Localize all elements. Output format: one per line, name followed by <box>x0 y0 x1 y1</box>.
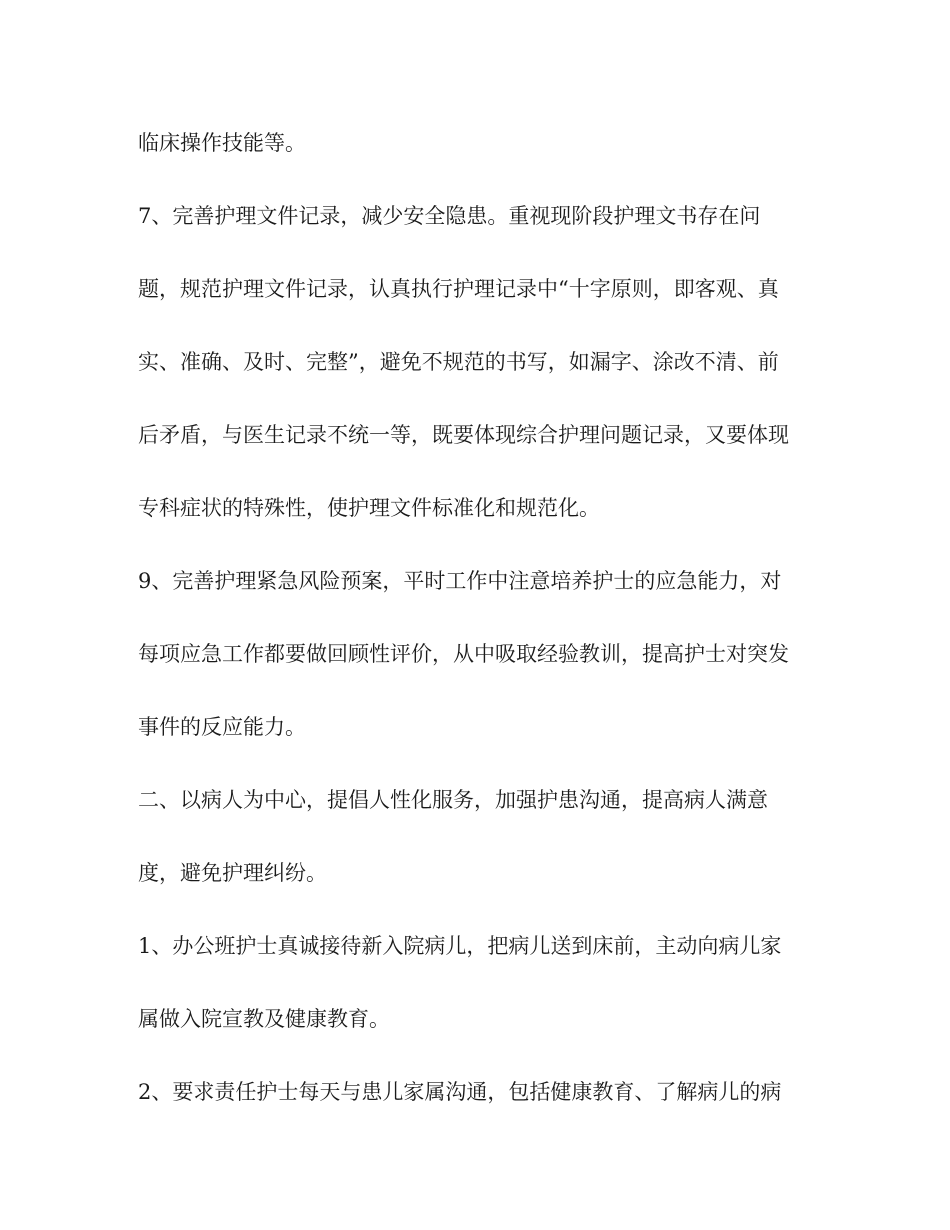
text-line: 实、准确、及时、完整”，避免不规范的书写，如漏字、涂改不清、前 <box>138 350 779 374</box>
text-line: 9、完善护理紧急风险预案，平时工作中注意培养护士的应急能力，对 <box>138 569 782 593</box>
text-line: 题，规范护理文件记录，认真执行护理记录中“十字原则，即客观、真 <box>138 277 779 301</box>
text-line: 后矛盾，与医生记录不统一等，既要体现综合护理问题记录，又要体现 <box>138 423 789 447</box>
text-line: 临床操作技能等。 <box>138 131 306 155</box>
text-line: 1、办公班护士真诚接待新入院病儿，把病儿送到床前，主动向病儿家 <box>138 934 782 958</box>
text-line: 专科症状的特殊性，使护理文件标准化和规范化。 <box>138 496 600 520</box>
text-line: 每项应急工作都要做回顾性评价，从中吸取经验教训，提高护士对突发 <box>138 642 789 666</box>
text-line: 事件的反应能力。 <box>138 715 306 739</box>
text-line: 7、完善护理文件记录，减少安全隐患。重视现阶段护理文书存在问 <box>138 204 761 228</box>
text-line: 二、以病人为中心，提倡人性化服务，加强护患沟通，提高病人满意 <box>138 788 768 812</box>
text-line: 2、要求责任护士每天与患儿家属沟通，包括健康教育、了解病儿的病 <box>138 1080 782 1104</box>
text-line: 属做入院宣教及健康教育。 <box>138 1007 390 1031</box>
text-line: 度，避免护理纠纷。 <box>138 861 327 885</box>
